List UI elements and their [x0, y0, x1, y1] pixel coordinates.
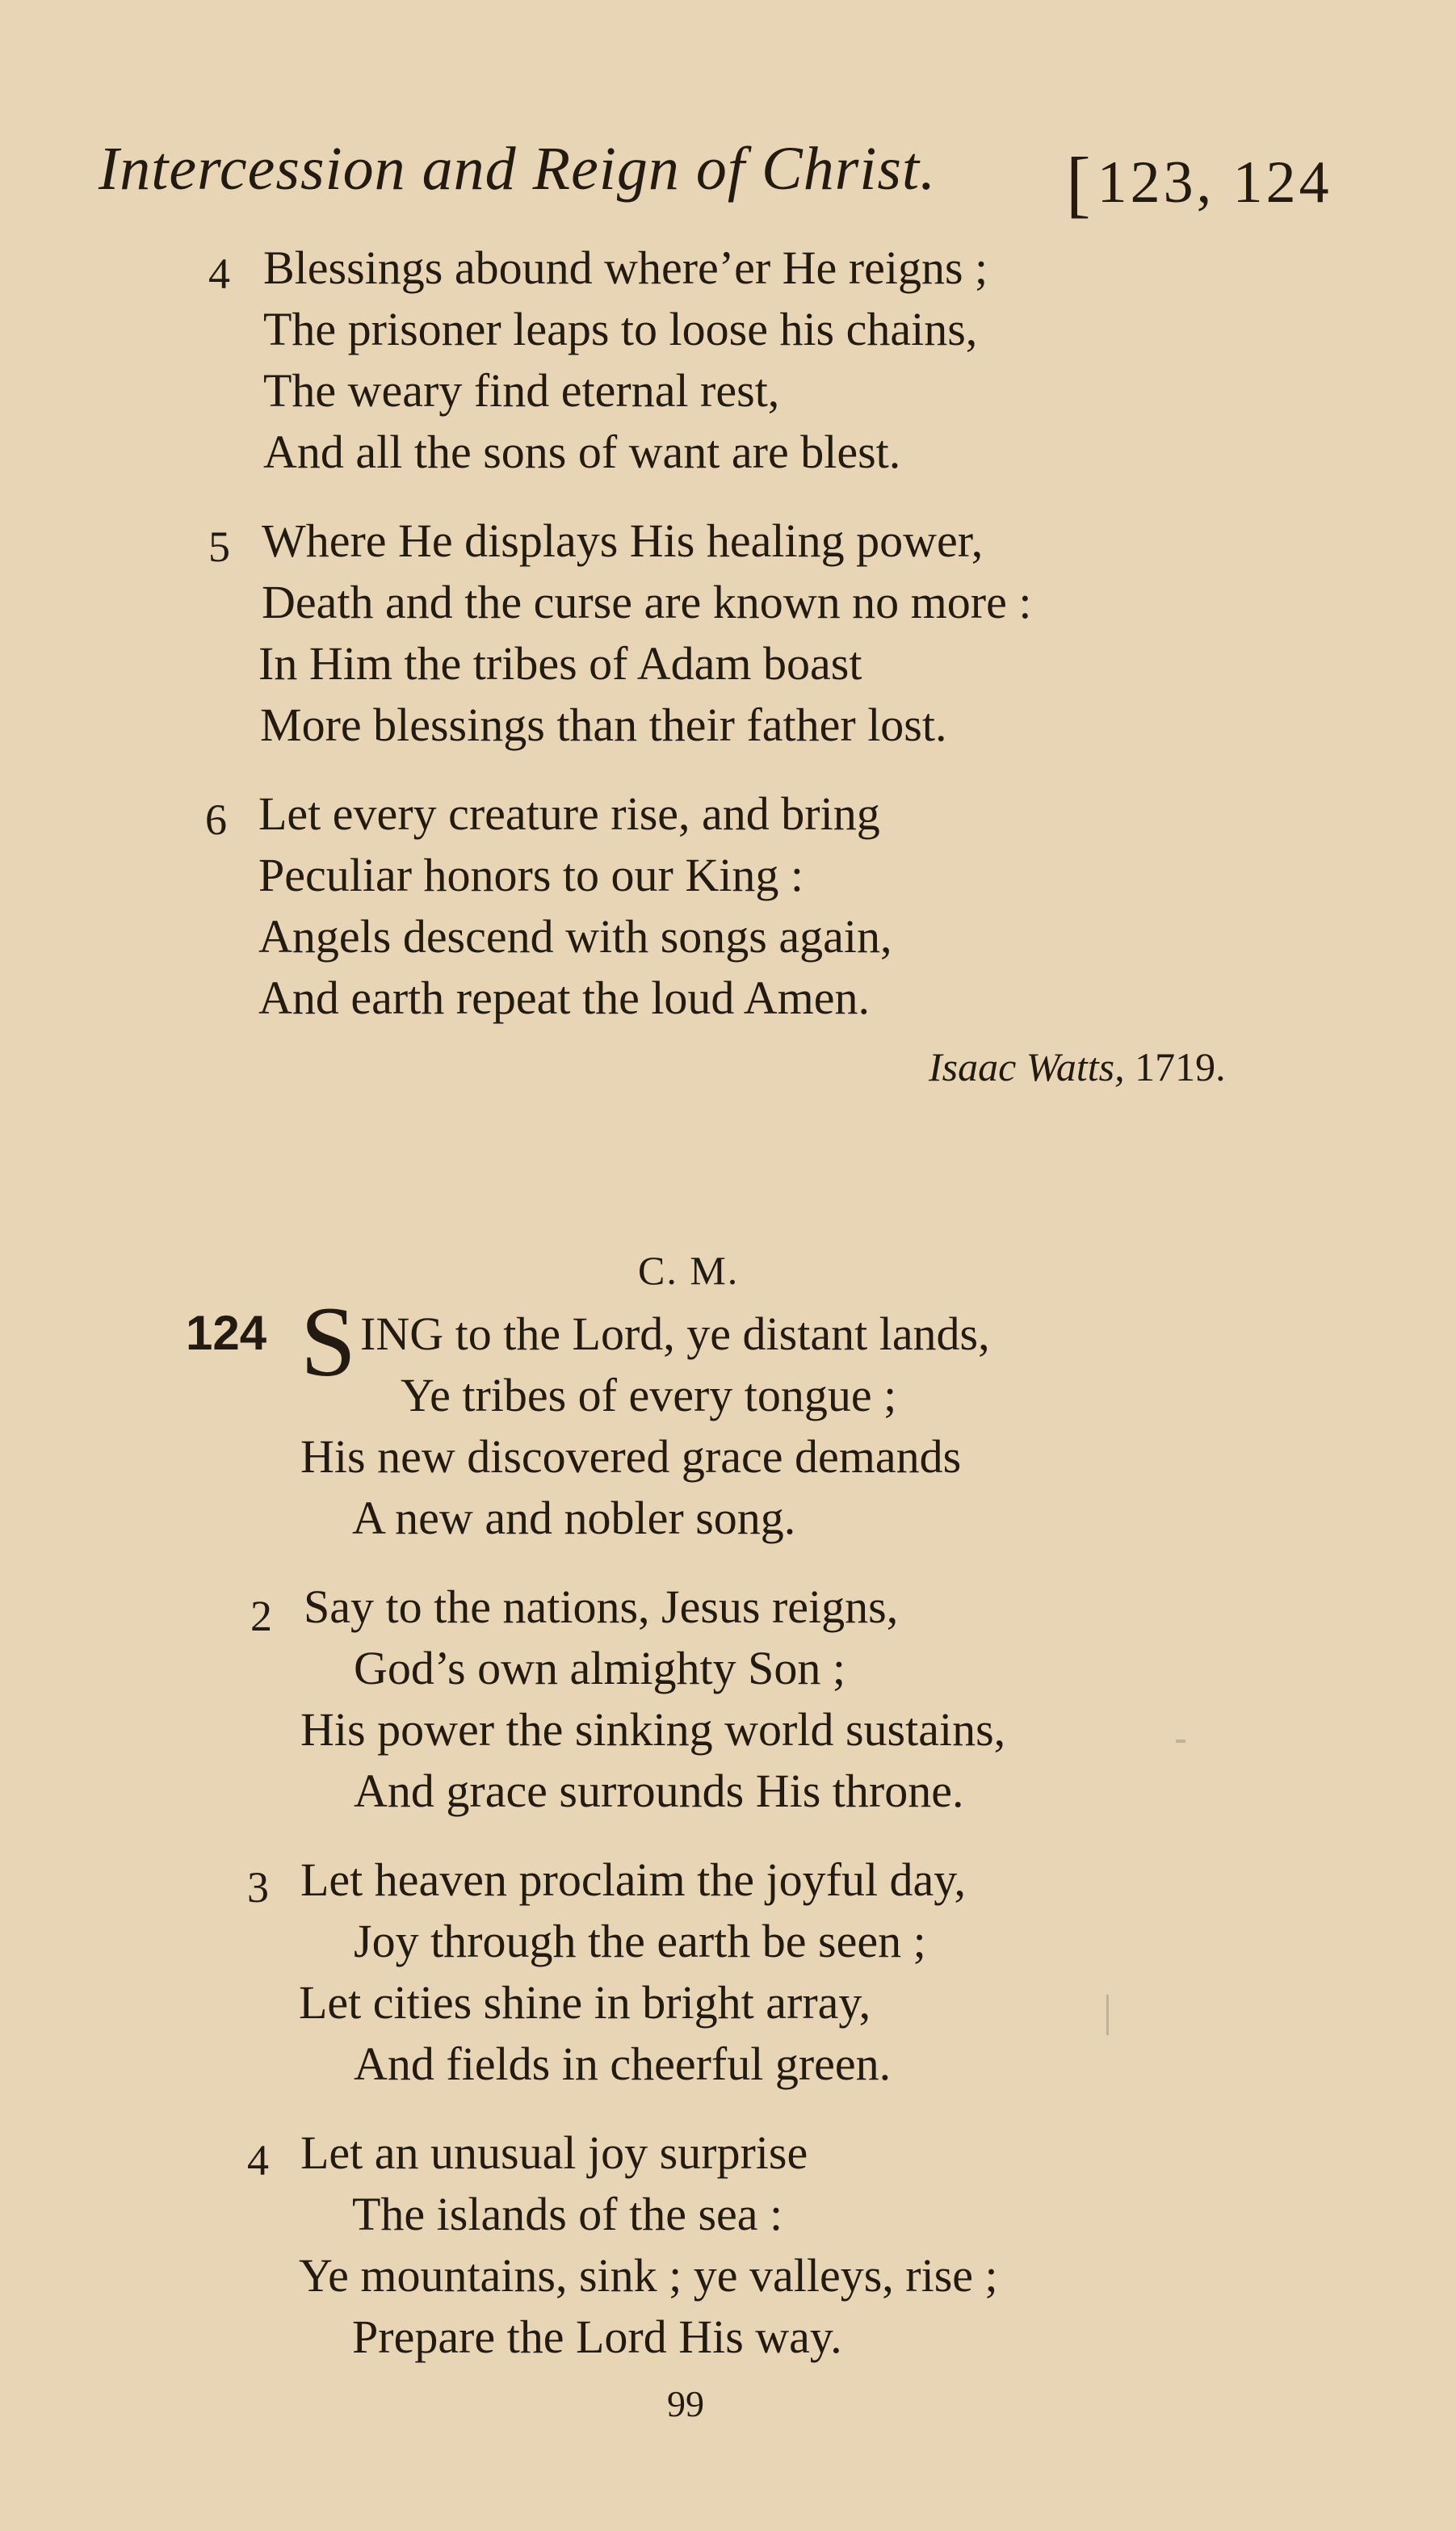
stanza-line: The islands of the sea :: [352, 2188, 783, 2240]
running-header-title: Intercession and Reign of Christ.: [99, 135, 937, 203]
stanza-number: 6: [205, 795, 227, 844]
stanza-number: 5: [208, 523, 230, 571]
stanza-line: Let every creature rise, and bring: [258, 787, 880, 840]
stanza-line: ING to the Lord, ye distant lands,: [360, 1307, 990, 1360]
page-number: 99: [667, 2383, 704, 2424]
stanza-number: 4: [208, 250, 230, 298]
stanza-line: Ye mountains, sink ; ye valleys, rise ;: [299, 2249, 998, 2302]
running-header-hymn-numbers: [1066, 134, 1332, 225]
stanza-line: The weary find eternal rest,: [263, 364, 780, 417]
print-mark: [1106, 1995, 1109, 2035]
stanza-line: Prepare the Lord His way.: [352, 2311, 842, 2363]
stanza-line: The prisoner leaps to loose his chains,: [263, 303, 978, 355]
author-year: 1719.: [1135, 1044, 1226, 1089]
stanza-line: A new and nobler song.: [352, 1492, 796, 1544]
stanza-line: Joy through the earth be seen ;: [354, 1915, 926, 1967]
stanza-line: And fields in cheerful green.: [354, 2038, 892, 2090]
stanza-line: In Him the tribes of Adam boast: [258, 637, 862, 690]
stanza-line: Let cities shine in bright array,: [299, 1976, 871, 2029]
stanza-line: Let heaven proclaim the joyful day,: [300, 1853, 967, 1906]
stanza-line: Let an unusual joy surprise: [300, 2126, 808, 2179]
stanza-line: And all the sons of want are blest.: [263, 426, 901, 478]
meter-label: C. M.: [638, 1248, 740, 1293]
stanza-line: His new discovered grace demands: [300, 1430, 962, 1483]
stanza-line: Angels descend with songs again,: [258, 910, 892, 963]
hymn-number: 124: [186, 1306, 267, 1360]
stanza-line: Blessings abound where’er He reigns ;: [263, 241, 988, 294]
stanza-line: Death and the curse are known no more :: [262, 576, 1032, 628]
author-attribution: [929, 1043, 1226, 1090]
stanza-line: Where He displays His healing power,: [262, 514, 984, 567]
stanza-line: His power the sinking world sustains,: [300, 1703, 1006, 1756]
header-bracket: [: [1066, 142, 1094, 225]
stanza-line: And earth repeat the loud Amen.: [258, 972, 870, 1024]
drop-cap: S: [300, 1286, 356, 1397]
author-name: Isaac Watts,: [929, 1044, 1125, 1089]
stanza-number: 3: [247, 1863, 269, 1912]
stanza-line: Peculiar honors to our King :: [258, 849, 804, 901]
stanza-line: Ye tribes of every tongue ;: [401, 1369, 897, 1421]
stanza-line: And grace surrounds His throne.: [354, 1765, 964, 1817]
print-mark: [1176, 1740, 1185, 1743]
stanza-line: More blessings than their father lost.: [260, 699, 947, 751]
stanza-number: 2: [250, 1592, 272, 1640]
header-numbers: 123, 124: [1097, 149, 1332, 216]
stanza-line: Say to the nations, Jesus reigns,: [304, 1580, 899, 1633]
stanza-line: God’s own almighty Son ;: [354, 1642, 846, 1694]
stanza-number: 4: [247, 2136, 269, 2185]
